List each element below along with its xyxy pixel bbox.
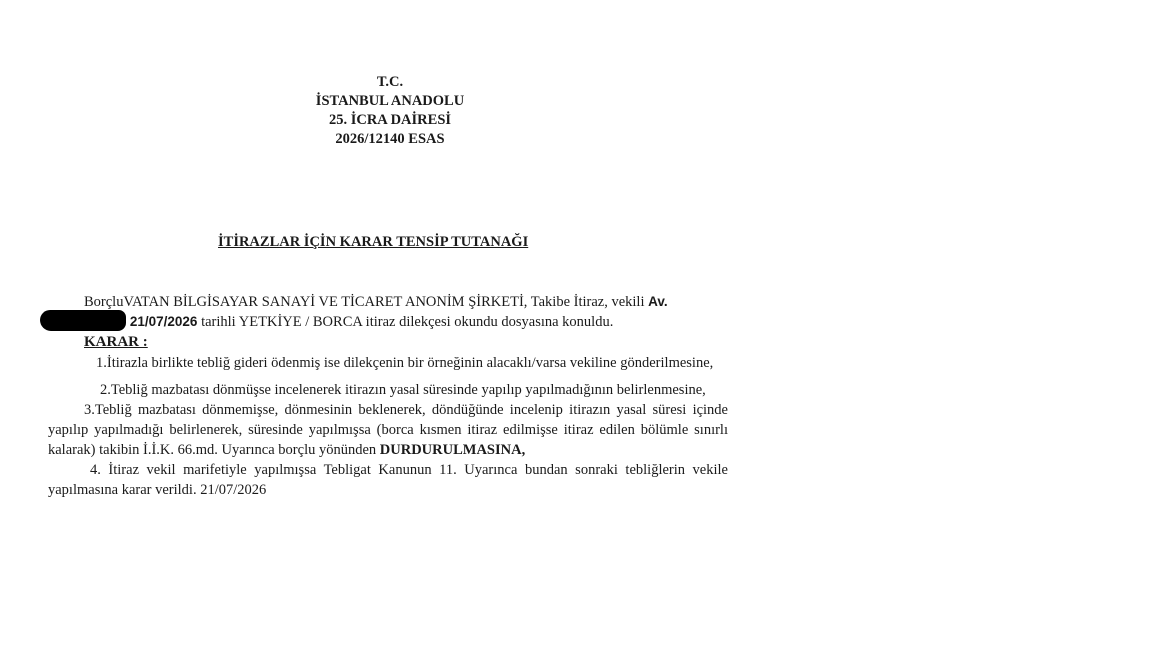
decision-item-4 <box>48 460 728 500</box>
karar-heading-row <box>48 332 728 352</box>
redaction-mark <box>40 310 126 331</box>
header-case-number: 2026/12140 ESAS <box>335 131 445 147</box>
decision-item-1-text: 1.İtirazla birlikte tebliğ gideri ödenmiş ise dilekçenin bir örneğinin alacaklı/varsa vekiline gönderilmesine, <box>96 355 714 371</box>
header-office: 25. İCRA DAİRESİ <box>328 112 452 128</box>
decision-item-3-bold: DURDURULMASINA, <box>379 442 526 458</box>
header-tc: T.C. <box>376 74 404 90</box>
karar-heading: KARAR : <box>84 334 148 350</box>
header-court-city: İSTANBUL ANADOLU <box>315 93 465 109</box>
decision-item-1 <box>48 353 728 373</box>
document-title: İTİRAZLAR İÇİN KARAR TENSİP TUTANAĞI <box>218 234 529 250</box>
document-header <box>260 73 520 149</box>
decision-item-4-text: 4. İtiraz vekil marifetiyle yapılmışsa Tebligat Kanunun 11. Uyarınca bundan sonraki tebliğlerin vekile yapılmasına karar verildi. 21/07/2026 <box>48 462 728 498</box>
decision-item-3 <box>48 400 728 460</box>
decision-item-3-text: 3.Tebliğ mazbatası dönmemişse, dönmesinin beklenerek, döndüğünde incelenip itirazın yasal süresi içinde yapılıp yapılmadığı belirlenerek, süresinde yapılmışsa (borca kısmen itiraz edilmişse itiraz edilen bölümle sınırlı kalarak) takibin İ.İ.K. 66.md. Uyarınca borçlu yönünden <box>48 402 728 458</box>
intro-text-1: BorçluVATAN BİLGİSAYAR SANAYİ VE TİCARET ANONİM ŞİRKETİ, Takibe İtiraz, vekili <box>84 294 649 310</box>
decision-item-2 <box>48 380 728 400</box>
intro-paragraph <box>48 292 728 332</box>
decision-item-2-text: 2.Tebliğ mazbatası dönmüşse incelenerek itirazın yasal süresinde yapılıp yapılmadığının belirlenmesine, <box>100 382 706 398</box>
document-body <box>48 292 728 500</box>
objection-date: 21/07/2026 <box>129 314 198 329</box>
attorney-label: Av. <box>648 294 668 309</box>
intro-text-2: tarihli YETKİYE / BORCA itiraz dilekçesi okundu dosyasına konuldu. <box>197 314 614 330</box>
